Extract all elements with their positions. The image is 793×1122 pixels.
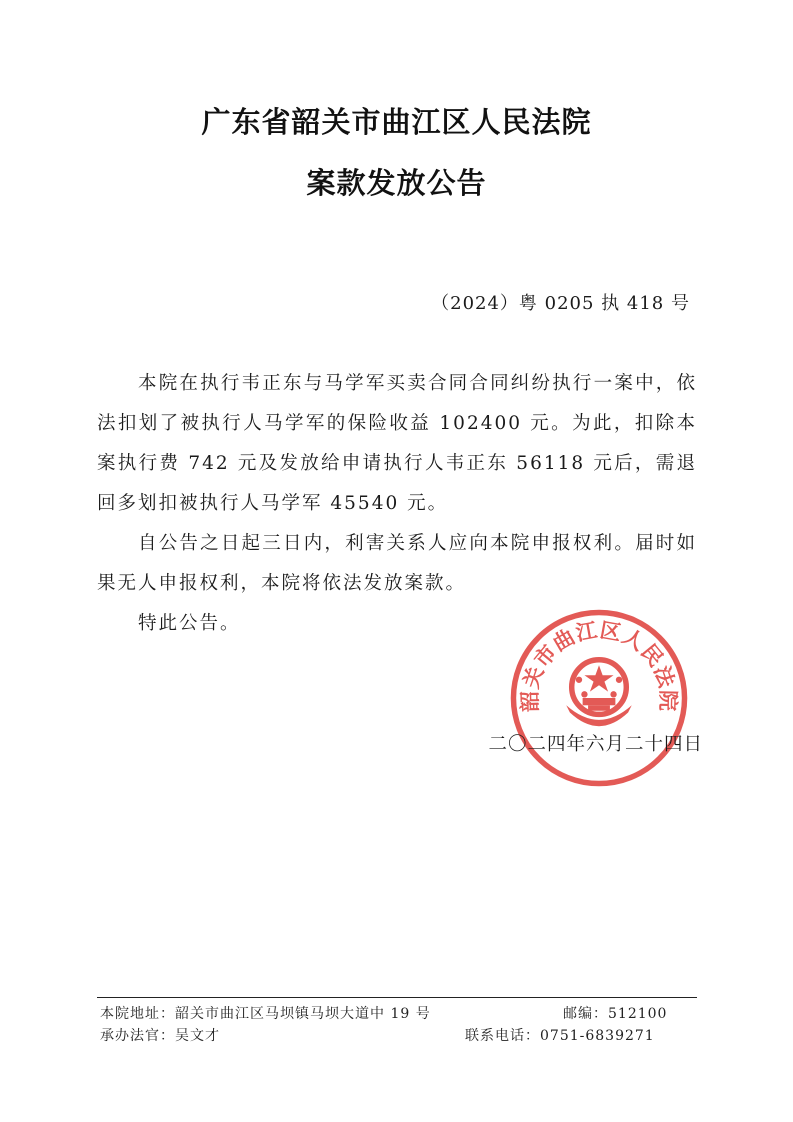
- notice-date: 二〇二四年六月二十四日: [488, 734, 703, 755]
- court-address: 本院地址：韶关市曲江区马坝镇马坝大道中 19 号: [100, 1006, 431, 1022]
- case-number: （2024）粤 0205 执 418 号: [431, 293, 690, 314]
- seal-text: 韶关市曲江区人民法院: [516, 616, 682, 713]
- national-emblem-icon: [566, 660, 632, 726]
- court-seal: [508, 607, 690, 789]
- presiding-judge: 承办法官：吴文才: [100, 1028, 220, 1044]
- contact-phone: 联系电话：0751-6839271: [465, 1028, 655, 1044]
- notice-body: [97, 364, 697, 644]
- notice-title: 案款发放公告: [306, 166, 487, 200]
- court-name-heading: 广东省韶关市曲江区人民法院: [201, 105, 592, 139]
- postcode: 邮编：512100: [563, 1006, 668, 1022]
- body-paragraph-1: 本院在执行韦正东与马学军买卖合同合同纠纷执行一案中，依法扣划了被执行人马学军的保险收益 102400 元。为此，扣除本案执行费 742 元及发放给申请执行人韦正东 56118 元后，需退回多划扣被执行人马学军 45540 元。: [97, 373, 697, 514]
- body-paragraph-2: 自公告之日起三日内，利害关系人应向本院申报权利。届时如果无人申报权利，本院将依法发放案款。: [97, 533, 697, 594]
- footer-divider: [97, 997, 697, 998]
- closing-line: 特此公告。: [138, 613, 241, 634]
